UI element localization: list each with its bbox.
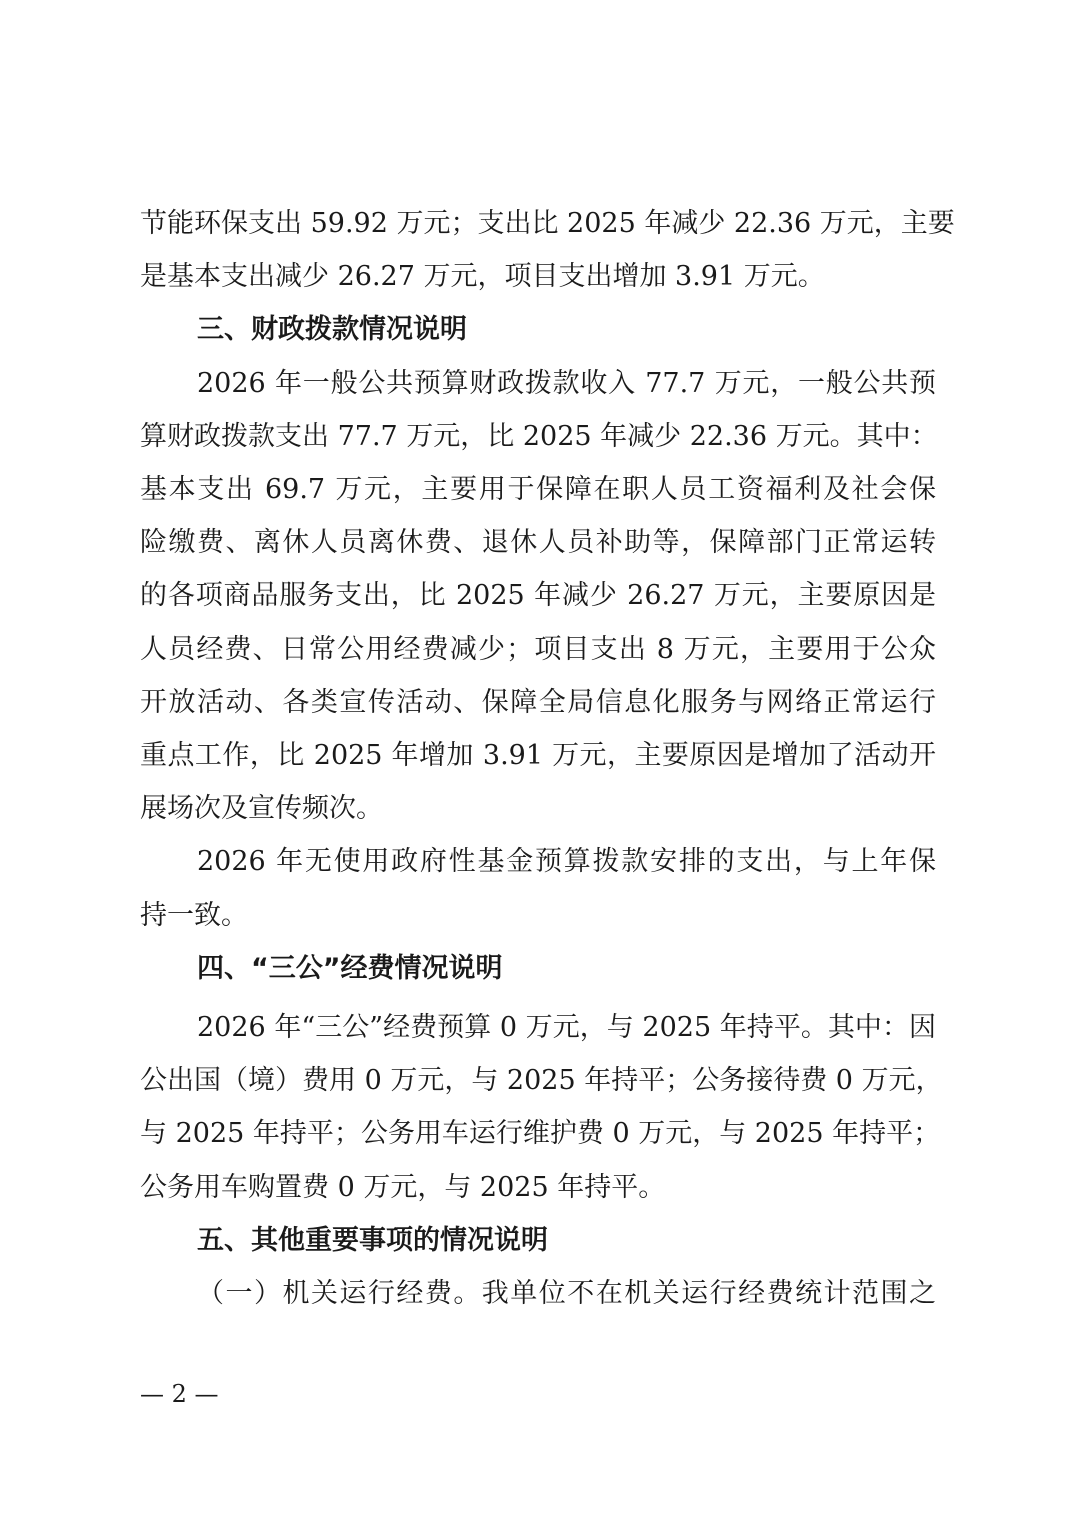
text-line: 的各项商品服务支出，比 2025 年减少 26.27 万元，主要原因是 (140, 580, 936, 611)
text-line: 人员经费、日常公用经费减少；项目支出 8 万元，主要用于公众 (140, 634, 936, 665)
text-line: 重点工作，比 2025 年增加 3.91 万元，主要原因是增加了活动开 (140, 740, 936, 771)
text-line: 2026 年“三公”经费预算 0 万元，与 2025 年持平。其中：因 (197, 1012, 936, 1043)
section-heading-4: 四、“三公”经费情况说明 (197, 953, 503, 984)
text-line: 2026 年无使用政府性基金预算拨款安排的支出，与上年保 (197, 846, 936, 877)
text-line: 节能环保支出 59.92 万元；支出比 2025 年减少 22.36 万元，主要 (140, 208, 955, 239)
text-line: （一）机关运行经费。我单位不在机关运行经费统计范围之 (197, 1278, 936, 1309)
text-line: 持一致。 (140, 900, 248, 931)
text-line: 是基本支出减少 26.27 万元，项目支出增加 3.91 万元。 (140, 261, 825, 292)
page-number: — 2 — (140, 1380, 219, 1408)
section-heading-5: 五、其他重要事项的情况说明 (197, 1225, 548, 1256)
text-line: 算财政拨款支出 77.7 万元，比 2025 年减少 22.36 万元。其中： (140, 421, 938, 452)
text-line: 公务用车购置费 0 万元，与 2025 年持平。 (140, 1172, 666, 1203)
text-line: 与 2025 年持平；公务用车运行维护费 0 万元，与 2025 年持平； (140, 1118, 941, 1149)
text-line: 2026 年一般公共预算财政拨款收入 77.7 万元，一般公共预 (197, 368, 936, 399)
text-line: 基本支出 69.7 万元，主要用于保障在职人员工资福利及社会保 (140, 474, 936, 505)
text-line: 险缴费、离休人员离休费、退休人员补助等，保障部门正常运转 (140, 527, 936, 558)
text-line: 公出国（境）费用 0 万元，与 2025 年持平；公务接待费 0 万元， (140, 1065, 943, 1096)
text-line: 展场次及宣传频次。 (140, 793, 383, 824)
text-line: 开放活动、各类宣传活动、保障全局信息化服务与网络正常运行 (140, 687, 936, 718)
section-heading-3: 三、财政拨款情况说明 (197, 314, 467, 345)
